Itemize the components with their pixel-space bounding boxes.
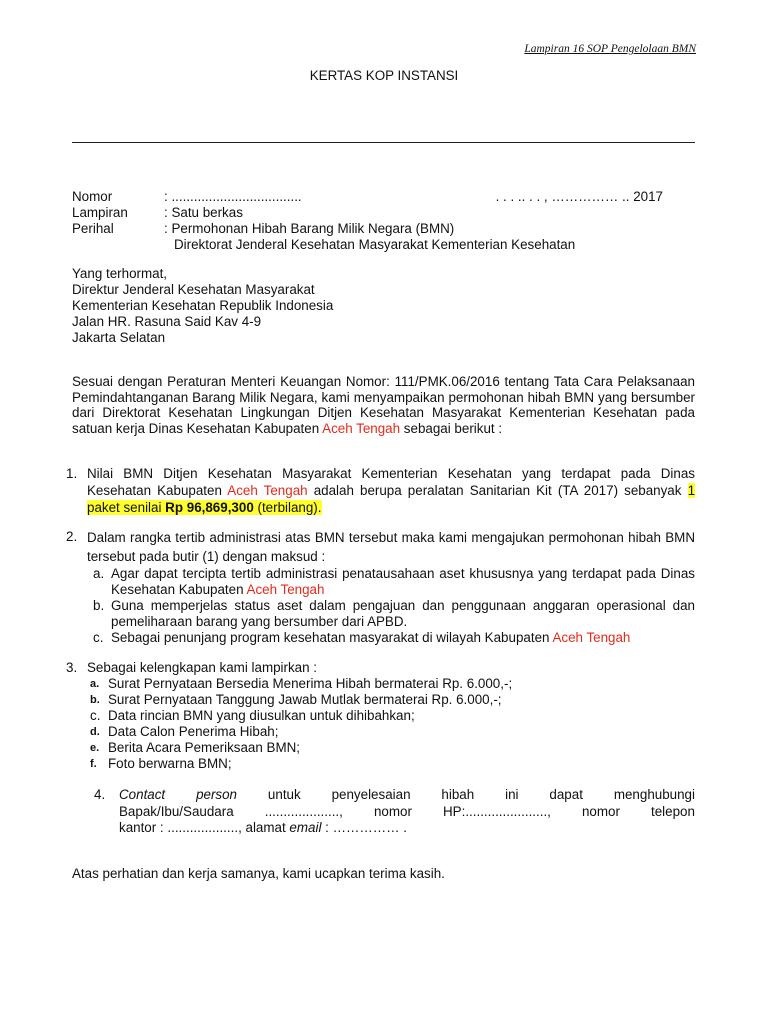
perihal-row-2 [72, 237, 695, 253]
nomor-label: Nomor [72, 189, 113, 204]
letter-meta [72, 189, 695, 253]
sub-item-b: b. Guna memperjelas status aset dalam pengajuan dan penggunaan anggaran operasional dan pemeliharaan barang yang bersumber dari APBD. [93, 598, 695, 629]
item-number: 3. [66, 660, 78, 675]
attachment-list [90, 676, 695, 772]
list-item-3: 3. Sebagai kelengkapan kami lampirkan : a. Surat Pernyataan Bersedia Menerima Hibah bermaterai Rp. 6.000,-; b. Surat Pernyataan Tanggung Jawab Mutlak bermaterai Rp. 6.000,-; c. Data rincian BMN yang diusulkan untuk dihibahkan; d. Data Calon Penerima Hibah; e. Berita Acara Pemeriksaan BMN; f. Foto berwarna BMN; [66, 659, 695, 772]
intro-paragraph: Sesuai dengan Peraturan Menteri Keuangan Nomor: 111/PMK.06/2016 tentang Tata Cara Pelaksanaan Pemindahtanganan Barang Milik Negara, kami menyampaikan permohonan hibah BMN yang bersumber dari Direktorat Kesehatan Lingkungan Ditjen Kesehatan Masyarakat Kementerian Kesehatan pada satuan kerja Dinas Kesehatan Kabupaten Aceh Tengah sebagai berikut : [72, 374, 695, 436]
list-item: f. Foto berwarna BMN; [90, 756, 232, 771]
nomor-value: : ................................... [164, 189, 302, 204]
list-item: b. Surat Pernyataan Tanggung Jawab Mutlak bermaterai Rp. 6.000,-; [90, 692, 502, 707]
item-number: 2. [66, 529, 78, 544]
list-item-2: 2. Dalam rangka tertib administrasi atas BMN tersebut maka kami mengajukan permohonan hibah BMN tersebut pada butir (1) dengan maksud : a. Agar dapat tercipta tertib administrasi penatausahaan aset khususnya yang terdapat pada Dinas Kesehatan Kabupaten Aceh Tengah b. Guna memperjelas status aset dalam pengajuan dan penggunaan anggaran operasional dan pemeliharaan barang yang bersumber dari APBD. c. Sebagai penunjang program kesehatan masyarakat di wilayah Kabupaten Aceh Tengah [66, 529, 695, 645]
letterhead-placeholder: KERTAS KOP INSTANSI [309, 68, 459, 83]
salutation: Yang terhormat, [72, 266, 168, 281]
recipient-address [72, 266, 333, 346]
lampiran-label: Lampiran [72, 205, 128, 220]
letterhead-divider [72, 142, 695, 143]
contact-line-3: kantor : ..................., alamat email : …………… . [119, 820, 407, 835]
region-name: Aceh Tengah [227, 483, 308, 498]
amount-value: Rp 96,869,300 [165, 500, 254, 515]
list-item: e. Berita Acara Pemeriksaan BMN; [90, 740, 301, 755]
lampiran-row [72, 205, 695, 221]
contact-line-1: Contact person untuk penyelesaian hibah ini dapat menghubungi [119, 787, 695, 802]
region-name: Aceh Tengah [246, 582, 325, 597]
sub-list [93, 566, 695, 646]
item-number: 4. [94, 787, 106, 802]
perihal-label: Perihal [72, 221, 114, 236]
address-line: Jakarta Selatan [72, 330, 166, 345]
address-line: Jalan HR. Rasuna Said Kav 4-9 [72, 314, 262, 329]
list-item: a. Surat Pernyataan Bersedia Menerima Hibah bermaterai Rp. 6.000,-; [90, 676, 513, 691]
perihal-value: : Permohonan Hibah Barang Milik Negara (BMN) [164, 221, 455, 236]
lampiran-value: : Satu berkas [164, 205, 243, 220]
list-item-4 [94, 787, 695, 837]
list-item: d. Data Calon Penerima Hibah; [90, 724, 279, 739]
region-name: Aceh Tengah [552, 630, 631, 645]
closing-remark: Atas perhatian dan kerja samanya, kami ucapkan terima kasih. [72, 866, 445, 881]
highlighted-amount: 1 paket senilai Rp 96,869,300 (terbilang). [87, 483, 696, 515]
list-item-1: 1. Nilai BMN Ditjen Kesehatan Masyarakat Kementerian Kesehatan yang terdapat pada Dinas Kesehatan Kabupaten Aceh Tengah adalah berupa peralatan Sanitarian Kit (TA 2017) sebanyak 1 paket senilai Rp 96,869,300 (terbilang). [66, 466, 696, 515]
sub-item-c: c. Sebagai penunjang program kesehatan masyarakat di wilayah Kabupaten Aceh Tengah [93, 630, 631, 645]
letter-date: . . . .. . . , …………… .. 2017 [495, 189, 663, 204]
list-item: c. Data rincian BMN yang diusulkan untuk dihibahkan; [90, 708, 415, 723]
attachment-reference: Lampiran 16 SOP Pengelolaan BMN [524, 43, 696, 55]
address-line: Kementerian Kesehatan Republik Indonesia [72, 298, 334, 313]
address-line: Direktur Jenderal Kesehatan Masyarakat [72, 282, 315, 297]
sub-item-a: a. Agar dapat tercipta tertib administrasi penatausahaan aset khususnya yang terdapat pada Dinas Kesehatan Kabupaten Aceh Tengah [93, 566, 695, 597]
contact-line-2: Bapak/Ibu/Saudara ...................., nomor HP:......................, nomor telepon [119, 803, 695, 819]
region-name: Aceh Tengah [322, 420, 401, 436]
perihal-row [72, 221, 695, 237]
perihal-value-2: Direktorat Jenderal Kesehatan Masyarakat Kementerian Kesehatan [174, 237, 576, 252]
item-number: 1. [66, 466, 78, 481]
